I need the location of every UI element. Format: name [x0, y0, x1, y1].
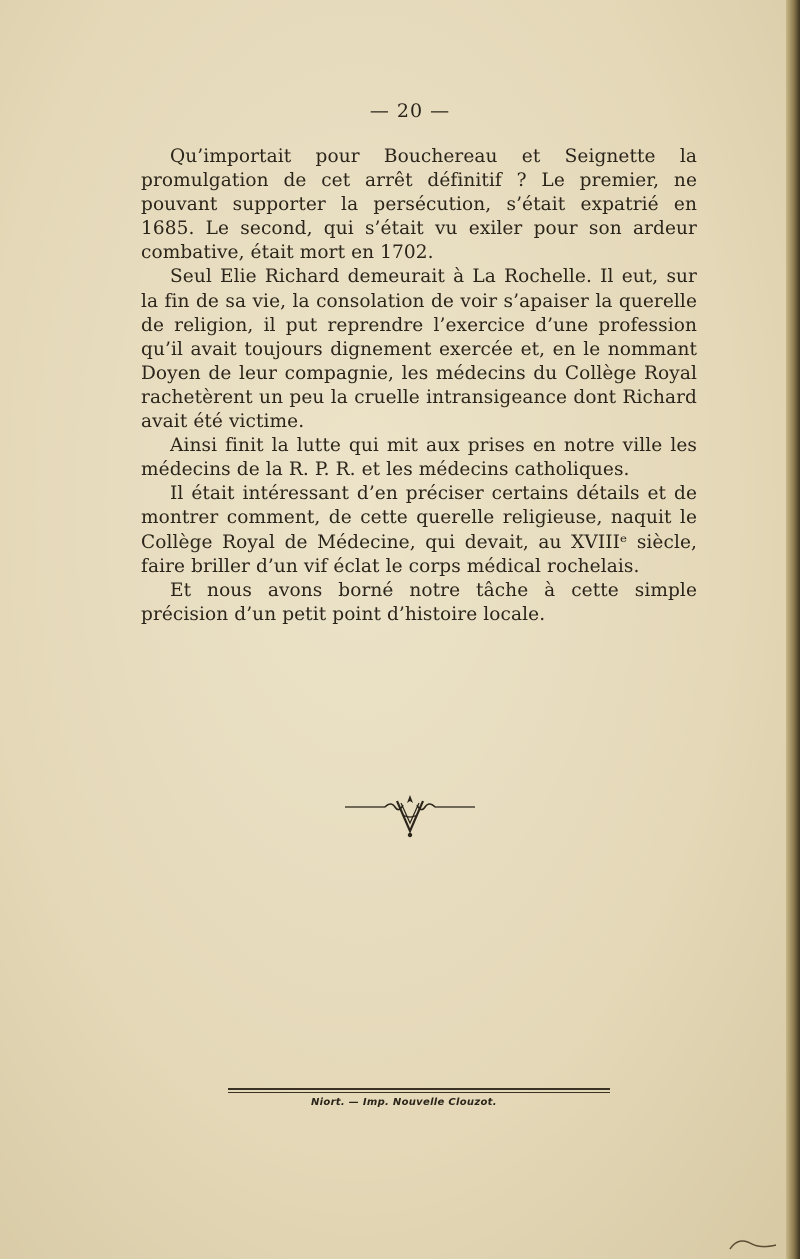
printer-imprint: Niort. — Imp. Nouvelle Clouzot.: [311, 1097, 497, 1108]
page-edge-shadow: [786, 0, 800, 1259]
floral-tailpiece-icon: [345, 793, 475, 843]
paragraph-1: Qu’importait pour Bouchereau et Seignette la promulgation de cet arrêt définitif ? Le premier, ne pouvant supporter la persécution, s’était expatrié en 1685. Le second, qui s’était vu exiler pour son ardeur combative, était mort en 1702.: [141, 146, 697, 264]
paragraph-2: Seul Elie Richard demeurait à La Rochelle. Il eut, sur la fin de sa vie, la consolation de voir s’apaiser la querelle de religion, il put reprendre l’exercice d’une profession qu’il avait toujours dignement exercée et, en le nommant Doyen de leur compagnie, les médecins du Collège Royal rachetèrent un peu la cruelle intransigeance dont Richard avait été victime.: [141, 266, 697, 433]
page-number: — 20 —: [369, 100, 451, 122]
paragraph-5: Et nous avons borné notre tâche à cette simple précision d’un petit point d’histoire locale.: [141, 579, 697, 625]
paragraph-4: Il était intéressant d’en préciser certains détails et de montrer comment, de cette querelle religieuse, naquit le Collège Royal de Médecine, qui devait, au XVIIIᵉ siècle, faire briller d’un vif éclat le corps médical rochelais.: [141, 483, 697, 577]
body-text: [141, 145, 697, 627]
footer-rule: [228, 1088, 610, 1090]
page-corner-mark: [728, 1235, 778, 1253]
footer-rule-thin: [228, 1092, 610, 1093]
paragraph-3: Ainsi finit la lutte qui mit aux prises en notre ville les médecins de la R. P. R. et les médecins catholiques.: [141, 435, 697, 481]
